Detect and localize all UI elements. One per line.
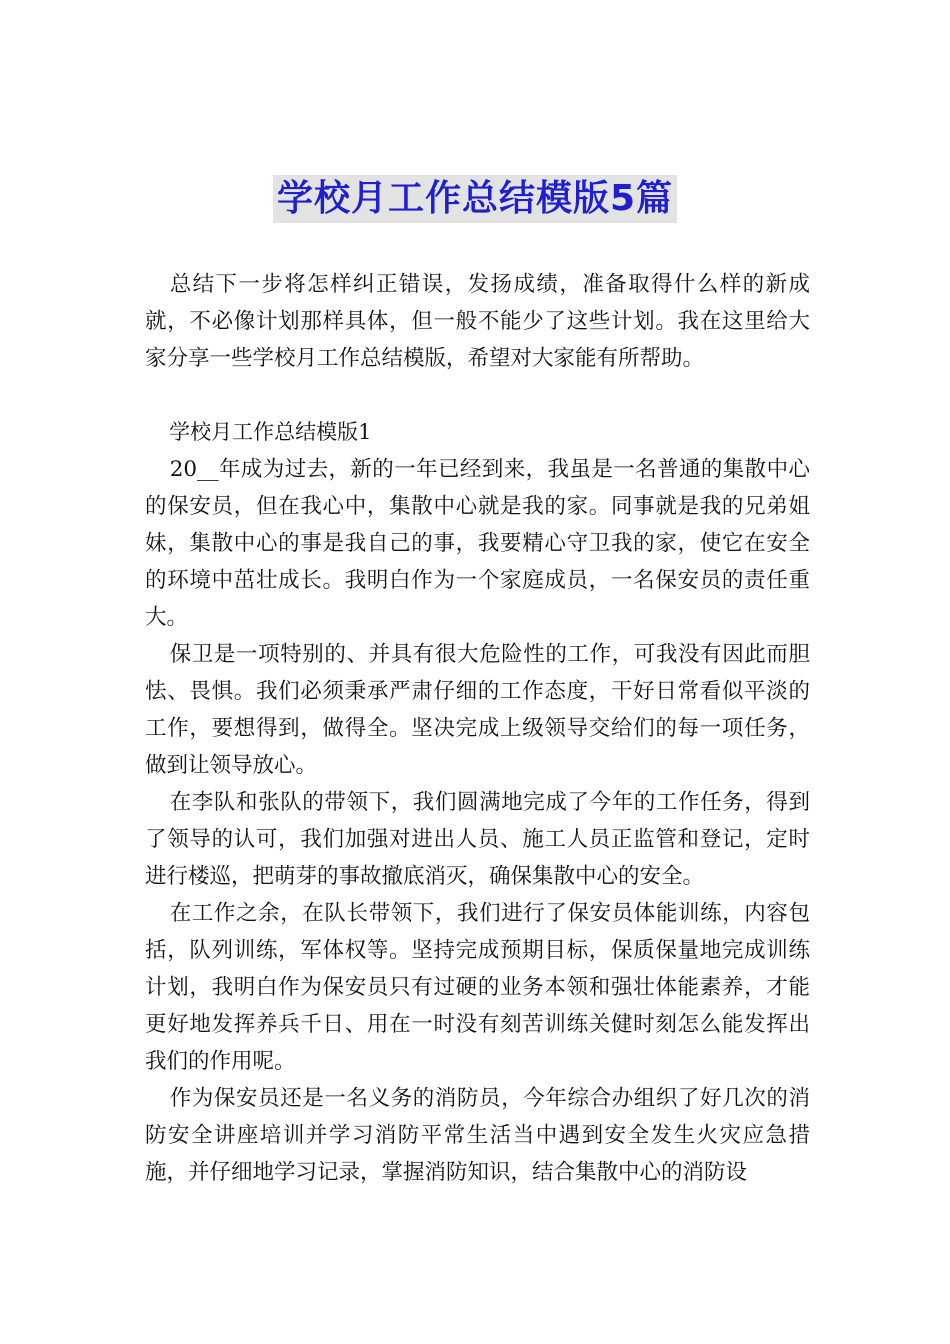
section-heading: 学校月工作总结模版1: [169, 420, 372, 444]
body-paragraph: 在工作之余，在队长带领下，我们进行了保安员体能训练，内容包括，队列训练，军体权等。坚持完成预期目标，保质保量地完成训练计划，我明白作为保安员只有过硬的业务本领和强壮体能素养，才能更好地发挥养兵千日、用在一时没有刻苦训练关健时刻怎么能发挥出我们的作用呢。: [145, 901, 810, 1074]
body-paragraph: 20__年成为过去，新的一年已经到来，我虽是一名普通的集散中心的保安员，但在我心中，集散中心就是我的家。同事就是我的兄弟姐妹，集散中心的事是我自己的事，我要精心守卫我的家，使它在安全的环境中茁壮成长。我明白作为一个家庭成员，一名保安员的责任重大。: [145, 457, 810, 630]
intro-paragraph: 总结下一步将怎样纠正错误，发扬成绩，准备取得什么样的新成就，不必像计划那样具体，但一般不能少了这些计划。我在这里给大家分享一些学校月工作总结模版，希望对大家能有所帮助。: [145, 272, 810, 371]
body-paragraph: 保卫是一项特别的、并具有很大危险性的工作，可我没有因此而胆怯、畏惧。我们必须秉承严肃仔细的工作态度，干好日常看似平淡的工作，要想得到，做得全。坚决完成上级领导交给们的每一项任务，做到让领导放心。: [145, 642, 810, 778]
document-body: [145, 266, 810, 1191]
paragraph-spacer: [145, 377, 810, 414]
body-paragraph: 在李队和张队的带领下，我们圆满地完成了今年的工作任务，得到了领导的认可，我们加强对进出人员、施工人员正监管和登记，定时进行楼巡，把萌芽的事故撤底消灭，确保集散中心的安全。: [145, 790, 810, 889]
title-container: [0, 175, 950, 223]
document-title: 学校月工作总结模版5篇: [273, 175, 677, 223]
body-paragraph: 作为保安员还是一名义务的消防员，今年综合办组织了好几次的消防安全讲座培训并学习消防平常生活当中遇到安全发生火灾应急措施，并仔细地学习记录，掌握消防知识，结合集散中心的消防设: [145, 1086, 810, 1185]
